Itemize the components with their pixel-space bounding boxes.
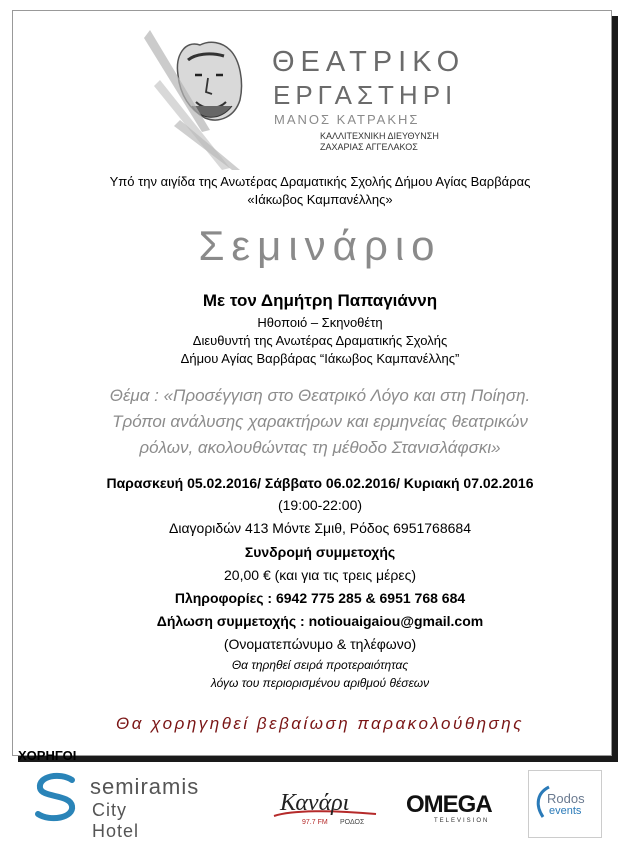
logo-title-line3: ΜΑΝΟΣ ΚΑΤΡΑΚΗΣ <box>274 112 420 127</box>
instructor-role3: Δήμου Αγίας Βαρβάρας “Ιάκωβος Καμπανέλλης” <box>180 351 460 366</box>
kanari-word: Κανάρι <box>280 790 350 816</box>
kanari-city: ΡΟΔΟΣ <box>340 819 365 826</box>
priority-note-line1: Θα τηρηθεί σειρά προτεραιότητας <box>231 658 409 672</box>
logo-title-line1: ΘΕΑΤΡΙΚΟ <box>272 46 466 78</box>
theme-line2: Τρόποι ανάλυσης χαρακτήρων και ερμηνείας θεατρικών <box>112 412 528 431</box>
certificate-notice: Θα χορηγηθεί βεβαίωση παρακολούθησης <box>116 714 524 733</box>
semiramis-subtitle: City Hotel <box>92 800 140 841</box>
kanari-wordmark-icon <box>272 780 380 828</box>
rodos-word: Rodos <box>547 791 585 806</box>
seminar-title: Σεμινάριο <box>198 222 442 269</box>
instructor-name: Με τον Δημήτρη Παπαγιάννη <box>202 291 438 310</box>
aegis-line2: «Ιάκωβος Καμπανέλλης» <box>247 192 393 207</box>
info-phones: Πληροφορίες : 6942 775 285 & 6951 768 684 <box>174 590 466 606</box>
semiramis-name: semiramis <box>90 774 200 799</box>
omega-word: OMEGA <box>406 791 492 818</box>
instructor-role2: Διευθυντή της Ανωτέρας Δραματικής Σχολής <box>192 333 448 348</box>
logo-direction-line2: ΖΑΧΑΡΙΑΣ ΑΓΓΕΛΑΚΟΣ <box>320 142 418 152</box>
kanari-radio-logo <box>272 780 380 828</box>
omega-subtitle: TELEVISION <box>434 818 490 824</box>
rodos-events-word: events <box>549 805 582 817</box>
logo-title-line2: ΕΡΓΑΣΤΗΡΙ <box>273 80 458 110</box>
registration-note: (Ονοματεπώνυμο & τηλέφωνο) <box>223 636 417 652</box>
seminar-address: Διαγοριδών 413 Μόντε Σμιθ, Ρόδος 6951768684 <box>169 520 471 536</box>
kanari-frequency: 97.7 FM <box>302 819 328 826</box>
instructor-role1: Ηθοποιό – Σκηνοθέτη <box>257 315 383 330</box>
theatre-workshop-logo <box>140 20 500 170</box>
fee-amount: 20,00 € (και για τις τρεις μέρες) <box>224 567 416 583</box>
registration-email: Δήλωση συμμετοχής : notiouaigaiou@gmail.com <box>156 613 484 629</box>
aegis-line1: Υπό την αιγίδα της Ανωτέρας Δραματικής Σχολής Δήμου Αγίας Βαρβάρας <box>109 174 531 189</box>
seminar-hours: (19:00-22:00) <box>277 497 363 513</box>
omega-wordmark-icon <box>404 790 514 824</box>
rodos-events-logo <box>528 770 602 838</box>
priority-note-line2: λόγω του περιορισμένου αριθμού θέσεων <box>210 676 430 690</box>
fee-label: Συνδρομή συμμετοχής <box>244 544 396 560</box>
omega-tv-logo <box>404 790 514 824</box>
semiramis-s-icon <box>30 772 82 822</box>
theme-line3: ρόλων, ακολουθώντας τη μέθοδο Στανισλάφσκι» <box>139 438 501 457</box>
seminar-dates: Παρασκευή 05.02.2016/ Σάββατο 06.02.2016/ Κυριακή 07.02.2016 <box>106 475 534 491</box>
sponsors-label: ΧΟΡΗΓΟΙ <box>18 748 77 763</box>
theme-line1: Θέμα : «Προσέγγιση στο Θεατρικό Λόγο και στη Ποίηση. <box>109 386 531 405</box>
portrait-sketch-icon <box>140 20 280 170</box>
logo-direction-line1: ΚΑΛΛΙΤΕΧΝΙΚΗ ΔΙΕΥΘΥΝΣΗ <box>320 131 439 141</box>
